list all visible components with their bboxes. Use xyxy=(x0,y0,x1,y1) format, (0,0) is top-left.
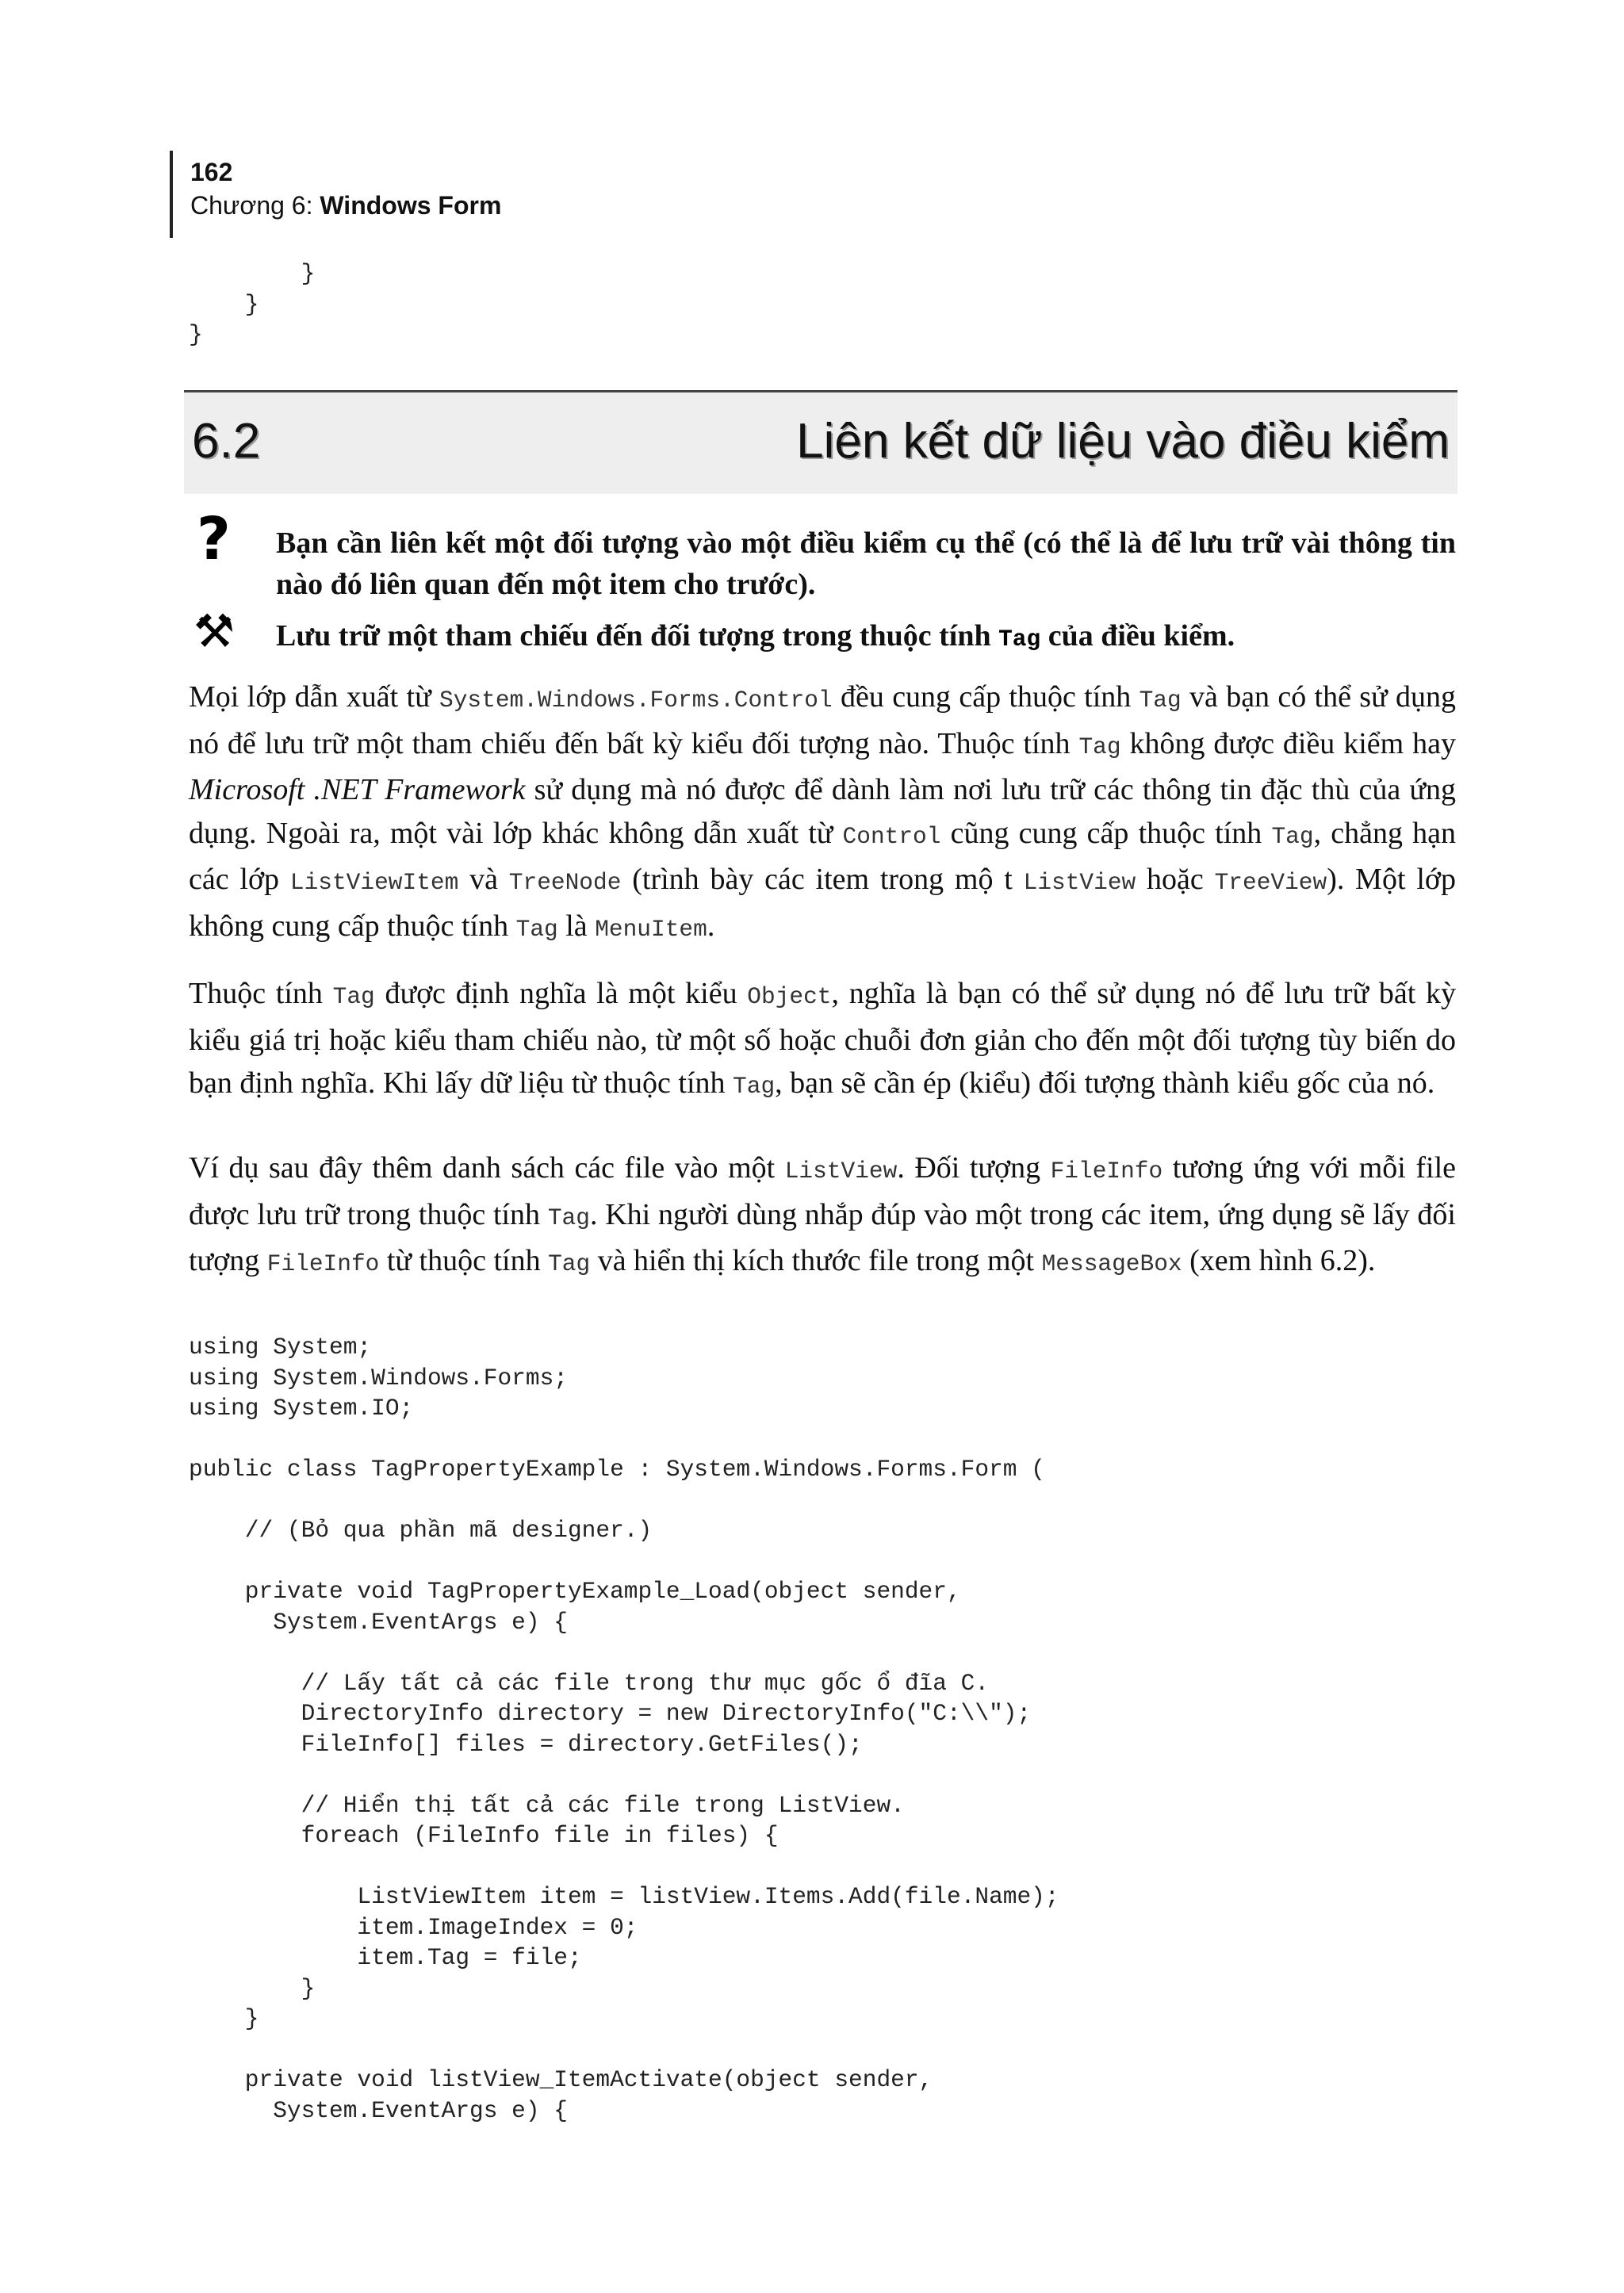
paragraph-1: Mọi lớp dẫn xuất từ System.Windows.Forms.Control đều cung cấp thuộc tính Tag và bạn có thể sử dụng nó để lưu trữ một tham chiếu đến bất kỳ kiểu đối tượng nào. Thuộc tính Tag không được điều kiểm hay Microsoft .NET Framework sử dụng mà nó được để dành làm nơi lưu trữ các thông tin đặc thù của ứng dụng. Ngoài ra, một vài lớp khác không dẫn xuất từ Control cũng cung cấp thuộc tính Tag, chẳng hạn các lớp ListViewItem và TreeNode (trình bày các item trong mộ t ListView hoặc TreeView). Một lớp không cung cấp thuộc tính Tag là MenuItem. xyxy=(189,680,1457,943)
chapter-prefix: Chương 6: xyxy=(190,191,320,220)
section-number: 6.2 xyxy=(192,414,261,469)
page-number: 162 xyxy=(190,158,233,186)
solution-statement xyxy=(276,615,1456,660)
question-icon: ? xyxy=(197,505,231,573)
page-header xyxy=(170,151,501,238)
paragraph-3: Ví dụ sau đây thêm danh sách các file vào một ListView. Đối tượng FileInfo tương ứng với mỗi file được lưu trữ trong thuộc tính Tag. Khi người dùng nhắp đúp vào một trong các item, ứng dụng sẽ lấy đối tượng FileInfo từ thuộc tính Tag và hiển thị kích thước file trong một MessageBox (xem hình 6.2). xyxy=(189,1151,1457,1277)
code-listing: using System; using System.Windows.Forms; using System.IO; public class TagPropertyExample : System.Windows.Forms.Form ( // (Bỏ qua phần mã designer.) private void TagPropertyExample_Load(object sender, System.EventArgs e) { // Lấy tất cả các file trong thư mục gốc ổ đĩa C. DirectoryInfo directory = new DirectoryInfo("C:\\"); FileInfo[] files = directory.GetFiles(); // Hiển thị tất cả các file trong ListView. foreach (FileInfo file in files) { ListViewItem item = listView.Items.Add(file.Name); item.ImageIndex = 0; item.Tag = file; } } private void listView_ItemActivate(object sender, System.EventArgs e) { xyxy=(189,1334,1059,2124)
chapter-title: Windows Form xyxy=(320,191,502,220)
problem-statement: Bạn cần liên kết một đối tượng vào một điều kiểm cụ thể (có thể là để lưu trữ vài thông tin nào đó liên quan đến một item cho trước). xyxy=(276,526,1456,601)
paragraph-2: Thuộc tính Tag được định nghĩa là một kiểu Object, nghĩa là bạn có thể sử dụng nó để lưu trữ bất kỳ kiểu giá trị hoặc kiểu tham chiếu nào, từ một số hoặc chuỗi đơn giản cho đến một đối tượng tùy biến do bạn định nghĩa. Khi lấy dữ liệu từ thuộc tính Tag, bạn sẽ cần ép (kiểu) đối tượng thành kiểu gốc của nó. xyxy=(189,977,1456,1100)
code-block-top: } } } xyxy=(189,260,316,348)
running-head xyxy=(190,189,501,222)
tools-icon: ⚒ xyxy=(193,604,235,658)
solution-text-after: của điều kiểm. xyxy=(1040,619,1235,653)
solution-code: Tag xyxy=(998,626,1041,653)
section-title: Liên kết dữ liệu vào điều kiểm xyxy=(796,414,1450,469)
solution-text-before: Lưu trữ một tham chiếu đến đối tượng trong thuộc tính xyxy=(276,619,999,653)
section-heading xyxy=(184,390,1457,494)
